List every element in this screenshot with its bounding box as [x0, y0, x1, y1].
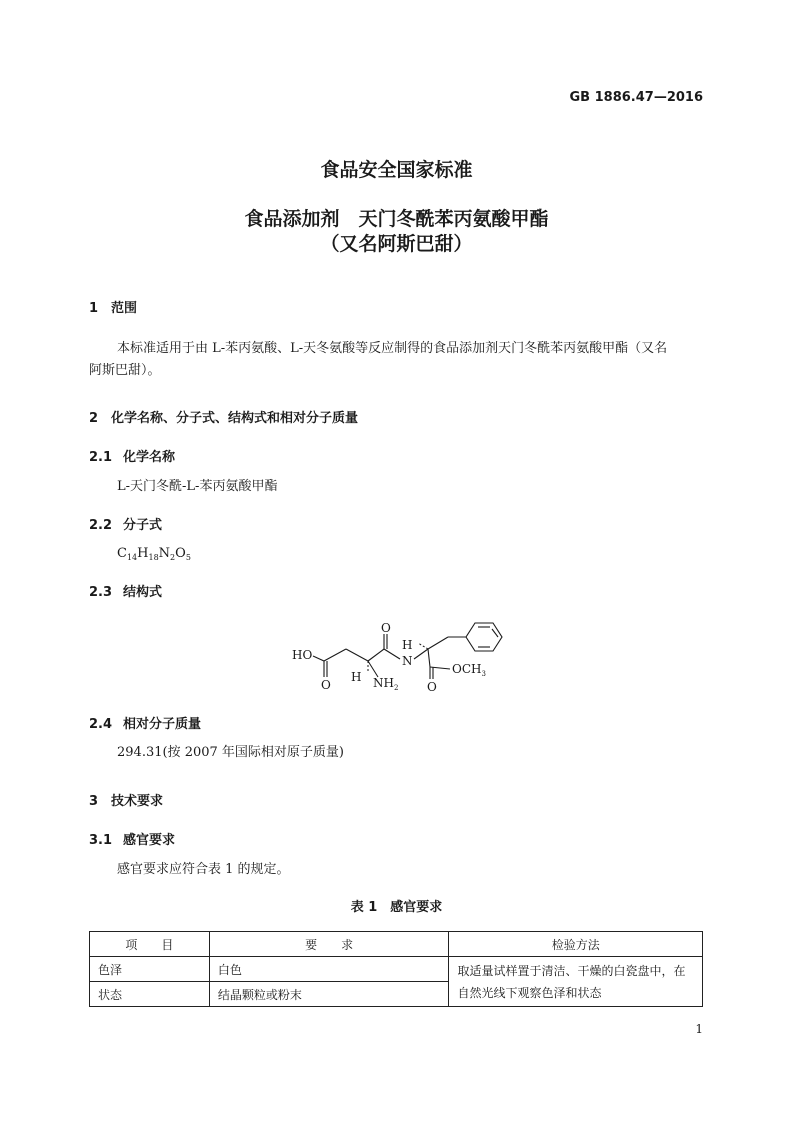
label-n: N: [402, 654, 413, 668]
document-title: 食品安全国家标准: [320, 159, 473, 181]
molecular-formula: [117, 543, 191, 569]
label-o: O: [427, 680, 437, 694]
cell-test-method: 取适量试样置于清洁、干燥的白瓷盘中，在自然光线下观察色泽和状态: [449, 957, 703, 1007]
section-2-2-heading: [89, 514, 162, 533]
formula-count: 14: [126, 553, 138, 562]
label-och3: $OCH_3$: [452, 662, 486, 678]
label-ho: HO: [292, 648, 313, 662]
formula-element: O: [175, 546, 186, 561]
cell-requirement: 结晶颗粒或粉末: [209, 982, 449, 1007]
section-title: 范围: [111, 301, 138, 316]
section-number: 2.1: [89, 450, 113, 465]
section-number: 3.1: [89, 833, 113, 848]
label-nh2: $NH_2$: [373, 676, 399, 692]
section-2-1-heading: [89, 446, 175, 465]
structural-formula: [280, 615, 520, 700]
standard-name: 食品添加剂 天门冬酰苯丙氨酸甲酯: [244, 208, 549, 230]
formula-count: 2: [170, 553, 176, 562]
header-test-method: 检验方法: [449, 932, 703, 957]
standard-alias: （又名阿斯巴甜）: [320, 233, 473, 255]
label-h: H: [351, 670, 362, 684]
label-o: O: [321, 678, 331, 692]
stereo-bonds: [368, 643, 428, 677]
table-row: [90, 957, 703, 982]
section-title: 结构式: [123, 585, 163, 600]
section-title: 相对分子质量: [123, 717, 202, 732]
label-h: H: [402, 638, 413, 652]
section-number: 2.3: [89, 585, 113, 600]
scope-line-2: 阿斯巴甜）。: [89, 363, 161, 378]
section-3-heading: [89, 790, 163, 809]
section-title: 分子式: [123, 518, 163, 533]
formula-element: C: [117, 546, 127, 561]
sensory-requirements-table: [89, 931, 703, 1007]
scope-paragraph: [89, 338, 703, 382]
formula-element: N: [158, 546, 171, 561]
section-3-1-heading: [89, 829, 175, 848]
sensory-requirements-text: 感官要求应符合表 1 的规定。: [117, 862, 290, 877]
section-title: 感官要求: [123, 833, 176, 848]
section-number: 3: [89, 794, 99, 809]
section-number: 2.4: [89, 717, 113, 732]
table-header-row: [90, 932, 703, 957]
section-number: 2: [89, 411, 99, 426]
section-number: 2.2: [89, 518, 113, 533]
cell-requirement: 白色: [209, 957, 449, 982]
scope-line-1: 本标准适用于由 L-苯丙氨酸、L-天冬氨酸等反应制得的食品添加剂天门冬酰苯丙氨酸甲酯（又名: [117, 341, 668, 356]
formula-element: H: [137, 546, 149, 561]
standard-code: GB 1886.47—2016: [569, 90, 703, 105]
section-title: 技术要求: [111, 794, 164, 809]
section-title: 化学名称: [123, 450, 176, 465]
page-number: 1: [695, 1022, 703, 1036]
section-2-heading: [89, 407, 358, 426]
chemical-name: L-天门冬酰-L-苯丙氨酸甲酯: [117, 479, 278, 494]
table-caption: 表 1 感官要求: [350, 900, 443, 915]
cell-item: 状态: [90, 982, 210, 1007]
section-2-3-heading: [89, 581, 162, 600]
header-requirement: 要 求: [209, 932, 449, 957]
section-number: 1: [89, 301, 99, 316]
formula-count: 5: [185, 553, 191, 562]
section-1-heading: [89, 297, 137, 316]
cell-item: 色泽: [90, 957, 210, 982]
section-title: 化学名称、分子式、结构式和相对分子质量: [111, 411, 359, 426]
header-item: 项 目: [90, 932, 210, 957]
label-o: O: [381, 621, 391, 635]
molecular-mass: 294.31(按 2007 年国际相对原子质量): [117, 745, 344, 760]
section-2-4-heading: [89, 713, 201, 732]
formula-count: 18: [148, 553, 159, 562]
